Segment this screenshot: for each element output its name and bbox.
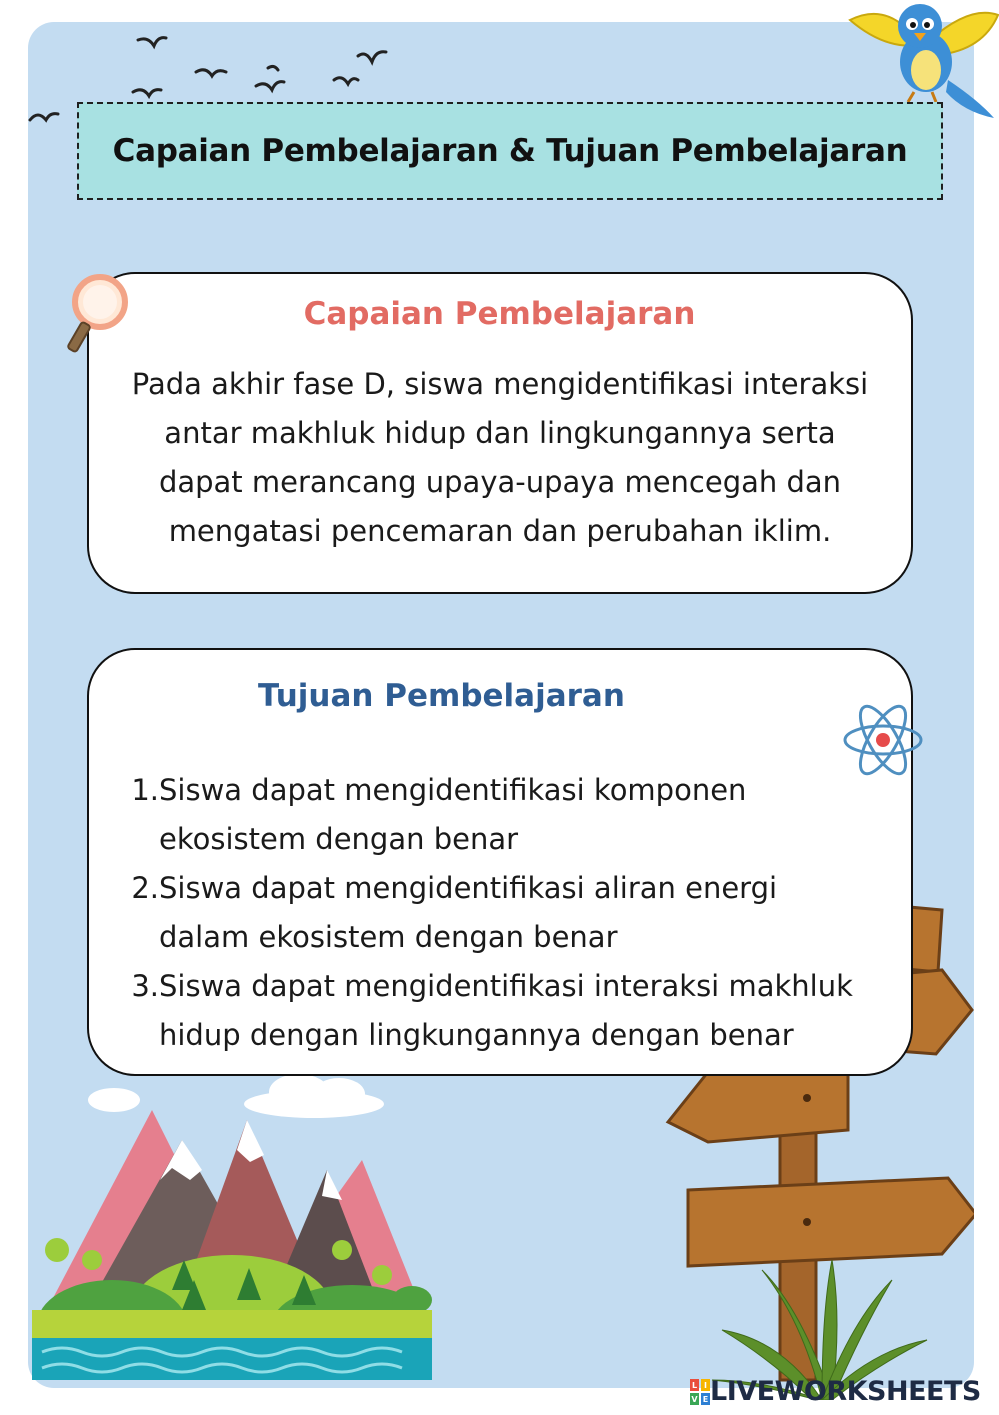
- liveworksheets-watermark[interactable]: [690, 1376, 981, 1407]
- svg-text:V: V: [691, 1394, 698, 1404]
- capaian-line: antar makhluk hidup dan lingkungannya serta: [164, 416, 836, 450]
- tujuan-heading: Tujuan Pembelajaran: [258, 678, 625, 714]
- svg-text:L: L: [691, 1380, 698, 1390]
- capaian-line: Pada akhir fase D, siswa mengidentifikasi interaksi: [131, 367, 869, 401]
- capaian-heading: Capaian Pembelajaran: [303, 296, 696, 332]
- title-banner: [77, 102, 943, 200]
- list-item-text: hidup dengan lingkungannya dengan benar: [159, 1018, 794, 1052]
- svg-text:I: I: [704, 1380, 707, 1390]
- liveworksheets-logo-icon: [690, 1379, 710, 1405]
- mountains-icon: [32, 1100, 442, 1385]
- capaian-line: dapat merancang upaya-upaya mencegah dan: [158, 465, 842, 499]
- list-item-text: ekosistem dengan benar: [159, 822, 519, 856]
- list-number: 3.: [131, 969, 159, 1003]
- list-item: [118, 766, 888, 864]
- list-item: [118, 962, 888, 1060]
- capaian-text: [100, 360, 900, 556]
- watermark-text: LIVEWORKSHEETS: [710, 1376, 981, 1407]
- list-item-text: Siswa dapat mengidentifikasi interaksi makhluk: [159, 969, 853, 1003]
- list-item-text: Siswa dapat mengidentifikasi aliran energi: [159, 871, 778, 905]
- svg-text:E: E: [702, 1394, 709, 1404]
- list-item-text: dalam ekosistem dengan benar: [159, 920, 618, 954]
- list-item: [118, 864, 888, 962]
- list-number: 2.: [131, 871, 159, 905]
- capaian-line: mengatasi pencemaran dan perubahan iklim.: [168, 514, 832, 548]
- tujuan-list: [118, 766, 888, 1060]
- list-number: 1.: [131, 773, 159, 807]
- page-title: Capaian Pembelajaran & Tujuan Pembelajaran: [112, 133, 908, 169]
- list-item-text: Siswa dapat mengidentifikasi komponen: [159, 773, 747, 807]
